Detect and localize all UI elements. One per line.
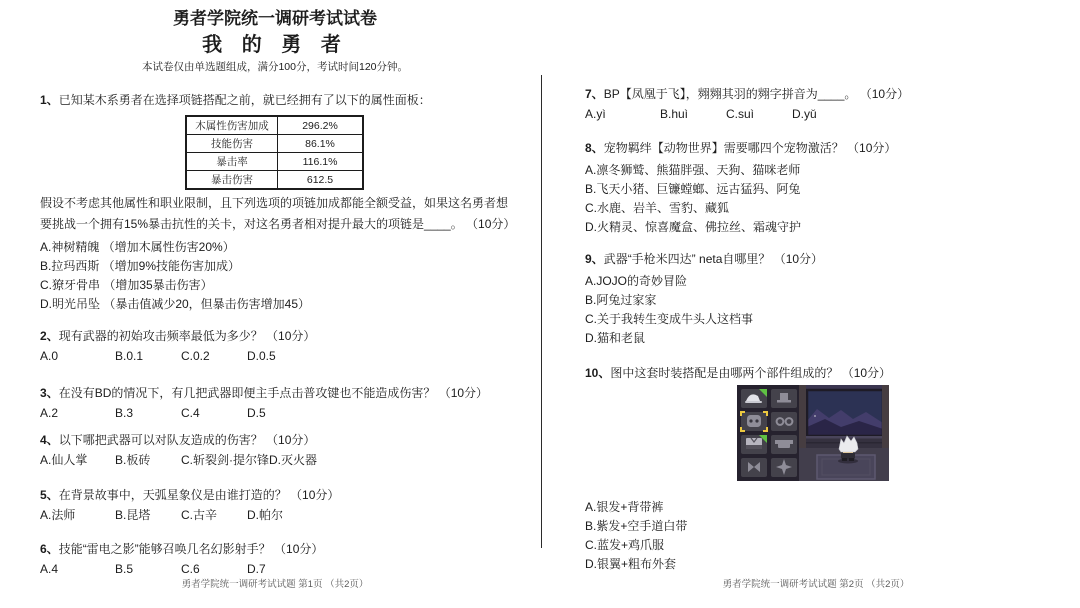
option-b: B.5	[115, 562, 134, 576]
question-9-stem: 9、武器“手枪米四达” neta自哪里？ （10分）	[585, 252, 824, 266]
option-a: A.0	[40, 349, 59, 363]
page-divider	[541, 75, 542, 548]
question-3	[40, 384, 510, 423]
question-6-stem: 6、技能“雷电之影”能够召唤几名幻影射手？ （10分）	[40, 542, 324, 556]
option-d: D.帕尔	[247, 508, 284, 522]
question-9-number: 9、	[585, 252, 604, 266]
q10-game-screenshot	[737, 385, 889, 481]
question-8	[585, 139, 1047, 236]
option-c: C.獠牙骨串 （增加35暴击伤害）	[40, 278, 213, 292]
paper-title: 勇者学院统一调研考试试卷	[173, 9, 377, 28]
question-8-options	[585, 161, 1047, 236]
question-10	[585, 364, 1047, 573]
attr-value: 116.1%	[278, 153, 364, 171]
question-1	[40, 91, 516, 313]
option-d: D.猫和老鼠	[585, 331, 646, 345]
question-3-options	[40, 404, 510, 423]
question-9-options	[585, 272, 1047, 347]
option-d: D.5	[247, 406, 266, 420]
question-3-stem: 3、在没有BD的情况下，有几把武器即便主手点击普攻键也不能造成伤害？ （10分）	[40, 386, 489, 400]
option-c: C.suì	[726, 107, 755, 121]
footer-page-1: 勇者学院统一调研考试试题 第1页 （共2页）	[181, 579, 369, 590]
question-10-stem: 10、图中这套时装搭配是由哪两个部件组成的？ （10分）	[585, 366, 892, 380]
paper-subtitle: 我 的 勇 者	[202, 34, 348, 56]
option-d: D.明光吊坠 （暴击值减少20，但暴击伤害增加45）	[40, 297, 311, 311]
question-10-options	[585, 498, 1047, 573]
question-4-options	[40, 451, 510, 470]
option-b: B.拉玛西斯 （增加9%技能伤害加成）	[40, 259, 241, 273]
option-a: A.2	[40, 406, 59, 420]
bow-slot	[741, 458, 767, 477]
question-5-stem: 5、在背景故事中，天弧星象仪是由谁打造的？ （10分）	[40, 488, 340, 502]
question-4-stem: 4、以下哪把武器可以对队友造成的伤害？ （10分）	[40, 433, 316, 447]
question-2-stem: 2、现有武器的初始攻击频率最低为多少？ （10分）	[40, 329, 316, 343]
attr-label: 暴击伤害	[186, 171, 278, 190]
question-7-options	[585, 105, 1047, 124]
option-a: A.银发+背带裤	[585, 500, 664, 514]
option-a: A.仙人掌	[40, 453, 88, 467]
question-6-number: 6、	[40, 542, 59, 556]
question-10-number: 10、	[585, 366, 611, 380]
option-c: C.蓝发+鸡爪服	[585, 538, 665, 552]
attr-value: 86.1%	[278, 135, 364, 153]
question-1-stem: 1、已知某木系勇者在选择项链搭配之前，就已经拥有了以下的属性面板：	[40, 93, 431, 107]
option-b: B.3	[115, 406, 134, 420]
attr-value: 296.2%	[278, 116, 364, 135]
room-scene	[799, 385, 889, 481]
question-1-options	[40, 238, 510, 313]
option-a: A.神树精魄 （增加木属性伤害20%）	[40, 240, 235, 254]
question-4	[40, 431, 510, 470]
option-a: A.yì	[585, 107, 606, 121]
option-d: D.火精灵、惊喜魔盒、佛拉丝、霜魂守护	[585, 220, 802, 234]
question-8-stem: 8、宠物羁绊【动物世界】需要哪四个宠物激活？ （10分）	[585, 141, 897, 155]
question-1-number: 1、	[40, 93, 59, 107]
option-d: D.7	[247, 562, 266, 576]
option-a: A.JOJO的奇妙冒险	[585, 274, 688, 288]
question-6-options	[40, 560, 510, 579]
option-b: B.huì	[660, 107, 689, 121]
option-d: D.银翼+粗布外套	[585, 557, 677, 571]
option-b: B.板砖	[115, 453, 151, 467]
question-3-number: 3、	[40, 386, 59, 400]
question-2-options	[40, 347, 510, 366]
question-2	[40, 327, 510, 366]
attr-value: 612.5	[278, 171, 364, 190]
table-row	[186, 116, 363, 135]
option-a: A.4	[40, 562, 59, 576]
option-b: B.0.1	[115, 349, 144, 363]
option-c: C.关于我转生变成牛头人这档事	[585, 312, 754, 326]
option-c: C.古辛	[181, 508, 218, 522]
option-b: B.紫发+空手道白带	[585, 519, 688, 533]
option-c: C.4	[181, 406, 200, 420]
question-5-options	[40, 506, 510, 525]
question-9	[585, 250, 1047, 347]
attr-label: 技能伤害	[186, 135, 278, 153]
question-2-number: 2、	[40, 329, 59, 343]
option-a: A.法师	[40, 508, 76, 522]
option-c: C.0.2	[181, 349, 210, 363]
question-7-stem: 7、BP【凤凰于飞】，翙翙其羽的翙字拼音为____。 （10分）	[585, 87, 910, 101]
jacket-icon	[746, 438, 762, 449]
question-5-number: 5、	[40, 488, 59, 502]
option-b: B.飞天小猪、巨镰螳螂、远古猛犸、阿兔	[585, 182, 801, 196]
attr-label: 木属性伤害加成	[186, 116, 278, 135]
page-2	[585, 0, 1047, 573]
option-c: C.斩裂剑·提尔锋	[181, 453, 269, 467]
attribute-table	[185, 115, 364, 190]
option-c: C.水鹿、岩羊、雪豹、藏狐	[585, 201, 730, 215]
attr-label: 暴击率	[186, 153, 278, 171]
question-4-number: 4、	[40, 433, 59, 447]
question-7-number: 7、	[585, 87, 604, 101]
mask-icon	[747, 415, 761, 427]
character	[838, 436, 858, 464]
option-c: C.6	[181, 562, 200, 576]
question-5	[40, 486, 510, 525]
table-row	[186, 171, 363, 190]
question-6	[40, 540, 510, 579]
table-row	[186, 135, 363, 153]
table-row	[186, 153, 363, 171]
page-1	[40, 0, 516, 579]
option-d: D.0.5	[247, 349, 276, 363]
footer-page-2: 勇者学院统一调研考试试题 第2页 （共2页）	[722, 579, 910, 590]
question-7	[585, 85, 1047, 124]
option-a: A.凛冬狮鹫、熊猫胖强、天狗、猫咪老师	[585, 163, 801, 177]
option-b: B.昆塔	[115, 508, 151, 522]
option-d: D.灭火器	[269, 453, 318, 467]
option-b: B.阿兔过家家	[585, 293, 657, 307]
paper-note: 本试卷仅由单选题组成，满分100分，考试时间120分钟。	[141, 61, 409, 73]
question-1-stem-continued: 假设不考虑其他属性和职业限制，且下列选项的项链加成都能全额受益，如果这名勇者想要挑战一个拥有15%暴击抗性的关卡，对这名勇者相对提升最大的项链是____。 （10分）	[40, 196, 516, 231]
question-8-number: 8、	[585, 141, 604, 155]
option-d: D.yǔ	[792, 107, 817, 121]
